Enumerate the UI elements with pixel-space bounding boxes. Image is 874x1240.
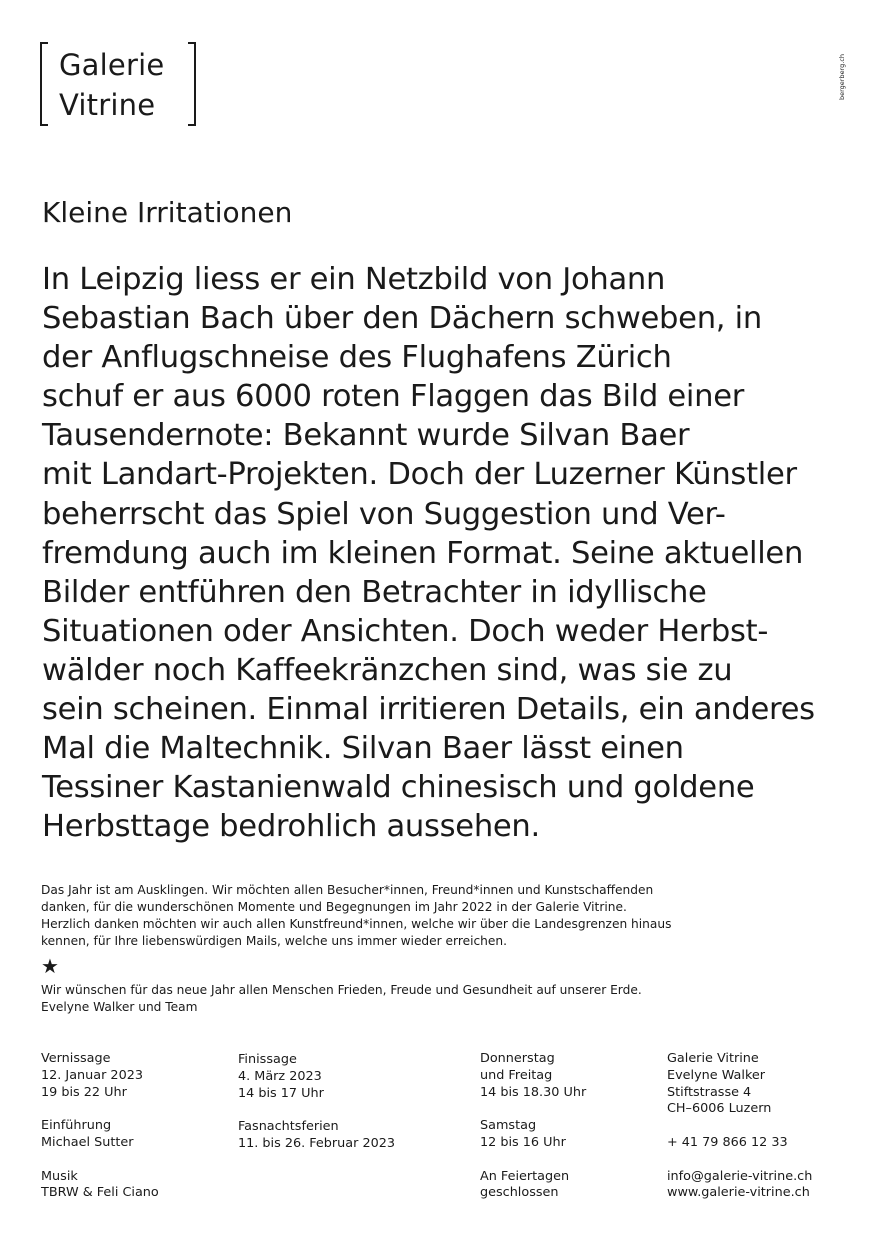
logo-wordmark bbox=[59, 45, 164, 125]
musik-block bbox=[41, 1169, 159, 1203]
note-line: Das Jahr ist am Ausklingen. Wir möchten allen Besucher*innen, Freund*innen und Kunstschaffenden bbox=[41, 883, 654, 897]
weekday-hours-block bbox=[480, 1051, 586, 1101]
logo-right-bracket bbox=[188, 42, 196, 126]
finissage-time: 14 bis 17 Uhr bbox=[238, 1085, 324, 1101]
vernissage-label: Vernissage bbox=[41, 1051, 111, 1066]
lead-line: Bilder entführen den Betrachter in idyllische bbox=[42, 574, 707, 610]
lead-line: Situationen oder Ansichten. Doch weder Herbst- bbox=[42, 613, 769, 649]
vernissage-time: 19 bis 22 Uhr bbox=[41, 1084, 127, 1100]
info-column-opening-hours bbox=[480, 1051, 586, 1219]
online-block bbox=[667, 1169, 812, 1203]
lead-line: Tessiner Kastanienwald chinesisch und goldene bbox=[42, 770, 755, 806]
samstag-label: Samstag bbox=[480, 1118, 537, 1134]
feiertage-block bbox=[480, 1169, 586, 1203]
vernissage-block bbox=[41, 1051, 159, 1101]
musik-label: Musik bbox=[41, 1168, 78, 1184]
freitag-label: und Freitag bbox=[480, 1067, 553, 1083]
city-address: CH–6006 Luzern bbox=[667, 1101, 772, 1117]
logo-line-2: Vitrine bbox=[59, 88, 156, 122]
signature-line: Evelyne Walker und Team bbox=[41, 1000, 198, 1014]
designer-credit: bergerberg.ch bbox=[838, 53, 846, 100]
lead-line: schuf er aus 6000 roten Flaggen das Bild einer bbox=[42, 379, 745, 415]
lead-line: Herbsttage bedrohlich aussehen. bbox=[42, 809, 540, 845]
lead-line: Sebastian Bach über den Dächern schweben, in bbox=[42, 301, 762, 337]
thank-you-note bbox=[41, 882, 761, 950]
lead-paragraph bbox=[42, 260, 842, 846]
street-address: Stiftstrasse 4 bbox=[667, 1084, 752, 1100]
phone-block bbox=[667, 1135, 812, 1152]
logo-line-1: Galerie bbox=[59, 48, 165, 82]
star-icon: ★ bbox=[41, 954, 59, 978]
einfuehrung-speaker: Michael Sutter bbox=[41, 1134, 134, 1150]
donnerstag-label: Donnerstag bbox=[480, 1051, 555, 1066]
note-line: Herzlich danken möchten wir auch allen Kunstfreund*innen, welche wir über die Landesgrenzen hinaus bbox=[41, 917, 672, 931]
feiertage-status: geschlossen bbox=[480, 1185, 559, 1201]
samstag-block bbox=[480, 1118, 586, 1152]
fasnacht-dates: 11. bis 26. Februar 2023 bbox=[238, 1135, 396, 1151]
new-year-wish bbox=[41, 982, 642, 1016]
einfuehrung-block bbox=[41, 1118, 159, 1152]
vernissage-date: 12. Januar 2023 bbox=[41, 1067, 143, 1083]
lead-line: der Anflugschneise des Flughafens Zürich bbox=[42, 340, 672, 376]
weekday-hours: 14 bis 18.30 Uhr bbox=[480, 1084, 587, 1100]
owner-name: Evelyne Walker bbox=[667, 1067, 766, 1083]
info-column-contact bbox=[667, 1051, 812, 1219]
note-line: danken, für die wunderschönen Momente und Begegnungen im Jahr 2022 in der Galerie Vitrine. bbox=[41, 900, 627, 914]
finissage-date: 4. März 2023 bbox=[238, 1068, 322, 1084]
fasnacht-label: Fasnachtsferien bbox=[238, 1119, 339, 1135]
logo-left-bracket bbox=[40, 42, 48, 126]
lead-line: beherrscht das Spiel von Suggestion und Ver- bbox=[42, 496, 726, 532]
lead-line: Mal die Maltechnik. Silvan Baer lässt einen bbox=[42, 731, 684, 767]
musik-performers: TBRW & Feli Ciano bbox=[41, 1185, 159, 1201]
lead-line: mit Landart-Projekten. Doch der Luzerner Künstler bbox=[42, 457, 797, 493]
feiertage-label: An Feiertagen bbox=[480, 1168, 570, 1184]
website-link[interactable]: www.galerie-vitrine.ch bbox=[667, 1185, 810, 1201]
address-block bbox=[667, 1051, 812, 1118]
exhibition-title: Kleine Irritationen bbox=[42, 196, 293, 229]
note-line: kennen, für Ihre liebenswürdigen Mails, welche uns immer wieder erreichen. bbox=[41, 934, 507, 948]
lead-line: sein scheinen. Einmal irritieren Details, ein anderes bbox=[42, 692, 815, 728]
wish-line: Wir wünschen für das neue Jahr allen Menschen Frieden, Freude und Gesundheit auf unserer Erde. bbox=[41, 983, 642, 997]
lead-line: In Leipzig liess er ein Netzbild von Johann bbox=[42, 262, 666, 297]
info-column-dates bbox=[238, 1052, 395, 1170]
fasnacht-block bbox=[238, 1119, 395, 1153]
lead-line: wälder noch Kaffeekränzchen sind, was sie zu bbox=[42, 652, 733, 688]
samstag-hours: 12 bis 16 Uhr bbox=[480, 1134, 566, 1150]
lead-line: Tausendernote: Bekannt wurde Silvan Baer bbox=[42, 418, 690, 454]
finissage-label: Finissage bbox=[238, 1052, 297, 1067]
gallery-name: Galerie Vitrine bbox=[667, 1051, 759, 1066]
email-link[interactable]: info@galerie-vitrine.ch bbox=[667, 1168, 813, 1184]
phone-number: + 41 79 866 12 33 bbox=[667, 1134, 788, 1150]
einfuehrung-label: Einführung bbox=[41, 1118, 112, 1134]
gallery-logo bbox=[40, 42, 196, 126]
info-column-events bbox=[41, 1051, 159, 1219]
finissage-block bbox=[238, 1052, 395, 1102]
lead-line: fremdung auch im kleinen Format. Seine aktuellen bbox=[42, 535, 804, 571]
